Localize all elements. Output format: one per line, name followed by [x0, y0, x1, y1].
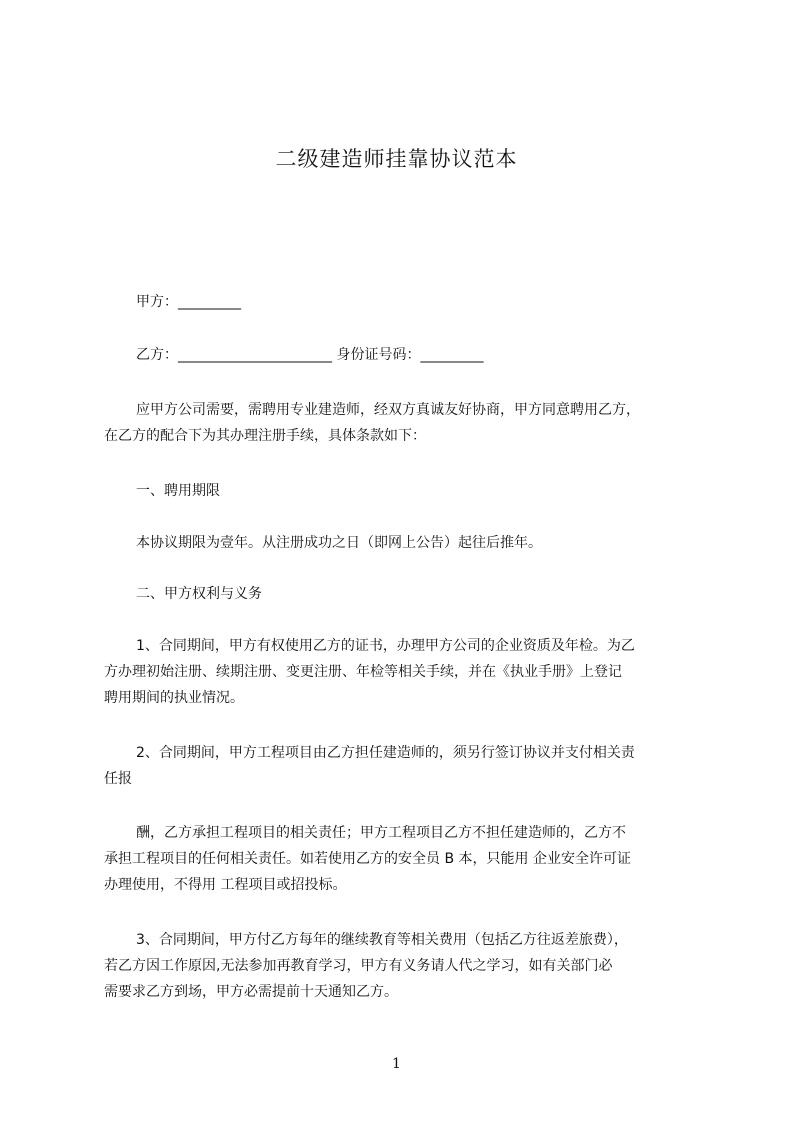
clause-2-cont-line-2: 承担工程项目的任何相关责任。如若使用乙方的安全员 B 本，只能用 企业安全许可证	[104, 851, 631, 867]
clause-1-line-2: 方办理初始注册、续期注册、变更注册、年检等相关手续，并在《执业手册》上登记	[104, 664, 622, 680]
clause-2-continued	[104, 820, 710, 898]
clause-2-cont-line-3: 办理使用，不得用 工程项目或招投标。	[104, 877, 347, 893]
intro-line-2: 在乙方的配合下为其办理注册手续，具体条款如下：	[104, 428, 426, 444]
page-number: 1	[392, 1056, 401, 1072]
party-a-line: 甲方：_________	[136, 294, 241, 310]
clause-2-cont-line-1: 酬，乙方承担工程项目的相关责任；甲方工程项目乙方不担任建造师的，乙方不	[136, 825, 626, 841]
clause-2-paragraph	[104, 740, 710, 792]
clause-1-paragraph	[104, 633, 710, 711]
section1-text: 本协议期限为壹年。从注册成功之日（即网上公告）起往后推年。	[136, 535, 542, 551]
intro-line-1: 应甲方公司需要，需聘用专业建造师，经双方真诚友好协商，甲方同意聘用乙方，	[136, 402, 640, 418]
clause-3-line-2: 若乙方因工作原因,无法参加再教育学习，甲方有义务请人代之学习，如有关部门必	[104, 958, 613, 974]
clause-1-line-1: 1、合同期间，甲方有权使用乙方的证书，办理甲方公司的企业资质及年检。为乙	[136, 638, 635, 654]
section2-heading: 二、甲方权利与义务	[136, 586, 262, 602]
party-b-line: 乙方：______________________ 身份证号码：_________	[136, 347, 484, 363]
section1-heading: 一、聘用期限	[136, 483, 220, 499]
clause-1-line-3: 聘用期间的执业情况。	[104, 690, 244, 706]
clause-3-line-1: 3、合同期间，甲方付乙方每年的继续教育等相关费用（包括乙方往返差旅费），	[136, 932, 628, 948]
clause-3-paragraph	[104, 927, 710, 1005]
clause-3-line-3: 需要求乙方到场，甲方必需提前十天通知乙方。	[104, 984, 398, 1000]
intro-paragraph	[104, 397, 710, 449]
clause-2-line-2: 任报	[104, 771, 132, 787]
clause-2-line-1: 2、合同期间，甲方工程项目由乙方担任建造师的，须另行签订协议并支付相关责	[136, 745, 635, 761]
document-title: 二级建造师挂靠协议范本	[275, 147, 518, 171]
